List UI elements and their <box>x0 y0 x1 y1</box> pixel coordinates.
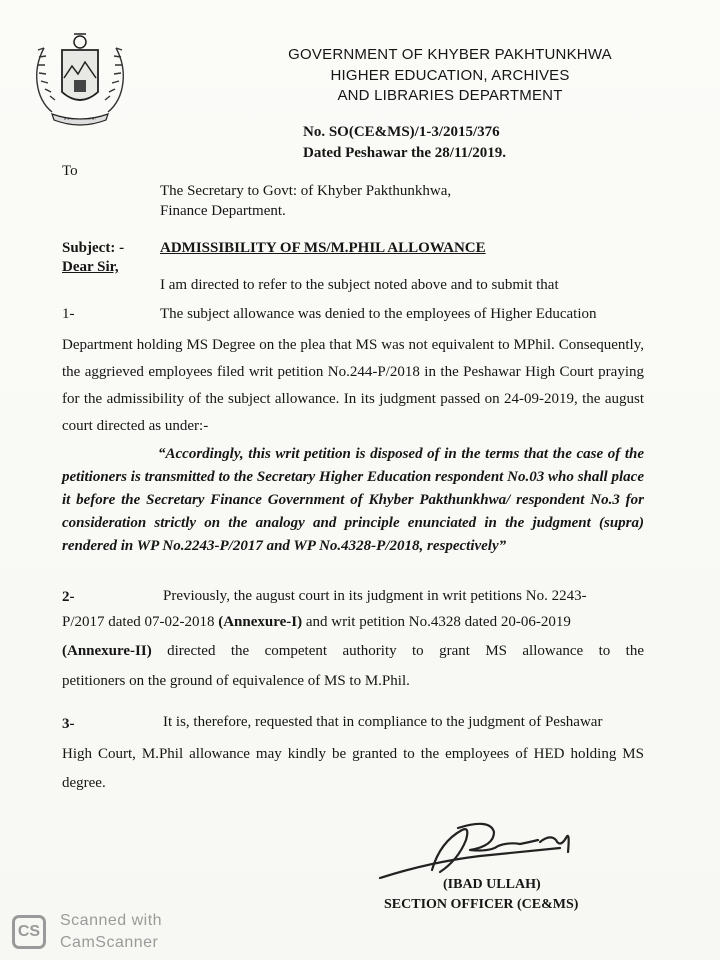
para3-number: 3- <box>62 716 75 732</box>
signatory-name: (IBAD ULLAH) <box>443 877 541 892</box>
header-government: GOVERNMENT OF KHYBER PAKHTUNKHWA <box>288 46 612 63</box>
para2-line2 <box>62 614 571 631</box>
para1-body: Department holding MS Degree on the plea that MS was not equivalent to MPhil. Consequently, the aggrieved employees filed writ petition No.244-P/2018 in the Peshawar High Court praying for the admissibility of the subject allowance. In its judgment passed on 24-09-2019, the august court directed as under:- <box>62 337 644 434</box>
recipient-line2: Finance Department. <box>160 203 286 219</box>
para2-first-line: Previously, the august court in its judgment in writ petitions No. 2243- <box>163 588 587 604</box>
signatory-designation: SECTION OFFICER (CE&MS) <box>384 897 579 912</box>
annexure-2: (Annexure-II) <box>62 643 152 659</box>
to-label: To <box>62 163 78 179</box>
para3-first-line: It is, therefore, requested that in compliance to the judgment of Peshawar <box>163 714 603 730</box>
salutation: Dear Sir, <box>62 259 119 275</box>
subject-text: ADMISSIBILITY OF MS/M.PHIL ALLOWANCE <box>160 240 486 256</box>
court-quote: “Accordingly, this writ petition is disposed of in the terms that the case of the petitioners is transmitted to the Secretary Higher Education respondent No.03 who shall place it before the Secretary Finance Government of Khyber Pakthunkhwa/ respondent No.3 for consideration strictly on the analogy and principle enunciated in the judgment (supra) rendered in WP No.2243-P/2017 and WP No.4328-P/2018, respectively” <box>62 446 644 554</box>
header-department-line2: AND LIBRARIES DEPARTMENT <box>337 87 563 104</box>
camscanner-logo-icon: CS <box>12 915 46 949</box>
intro-text: I am directed to refer to the subject noted above and to submit that <box>160 277 559 293</box>
watermark-line1: Scanned with <box>60 912 163 929</box>
para2-line3 <box>62 643 644 660</box>
para1-number: 1- <box>62 306 75 322</box>
recipient-line1: The Secretary to Govt: of Khyber Pakthunkhwa, <box>160 183 452 199</box>
subject-label: Subject: - <box>62 240 125 256</box>
para1-first-line: The subject allowance was denied to the employees of Higher Education <box>160 306 597 322</box>
date-line: Dated Peshawar the 28/11/2019. <box>303 145 507 161</box>
para2-line2-a: P/2017 dated 07-02-2018 <box>62 614 219 630</box>
annexure-1: (Annexure-I) <box>218 614 303 630</box>
reference-number: No. SO(CE&MS)/1-3/2015/376 <box>303 124 500 140</box>
para2-line3-b: directed the competent authority to grant MS allowance to the <box>151 643 644 659</box>
para3-body: High Court, M.Phil allowance may kindly be granted to the employees of HED holding MS degree. <box>62 746 644 791</box>
para2-number: 2- <box>62 589 75 605</box>
watermark-line2: CamScanner <box>60 934 159 951</box>
kpk-government-emblem <box>30 20 130 130</box>
para2-line4: petitioners on the ground of equivalence of MS to M.Phil. <box>62 673 410 689</box>
header-department-line1: HIGHER EDUCATION, ARCHIVES <box>330 67 570 84</box>
para2-line2-b: and writ petition No.4328 dated 20-06-2019 <box>302 614 571 630</box>
